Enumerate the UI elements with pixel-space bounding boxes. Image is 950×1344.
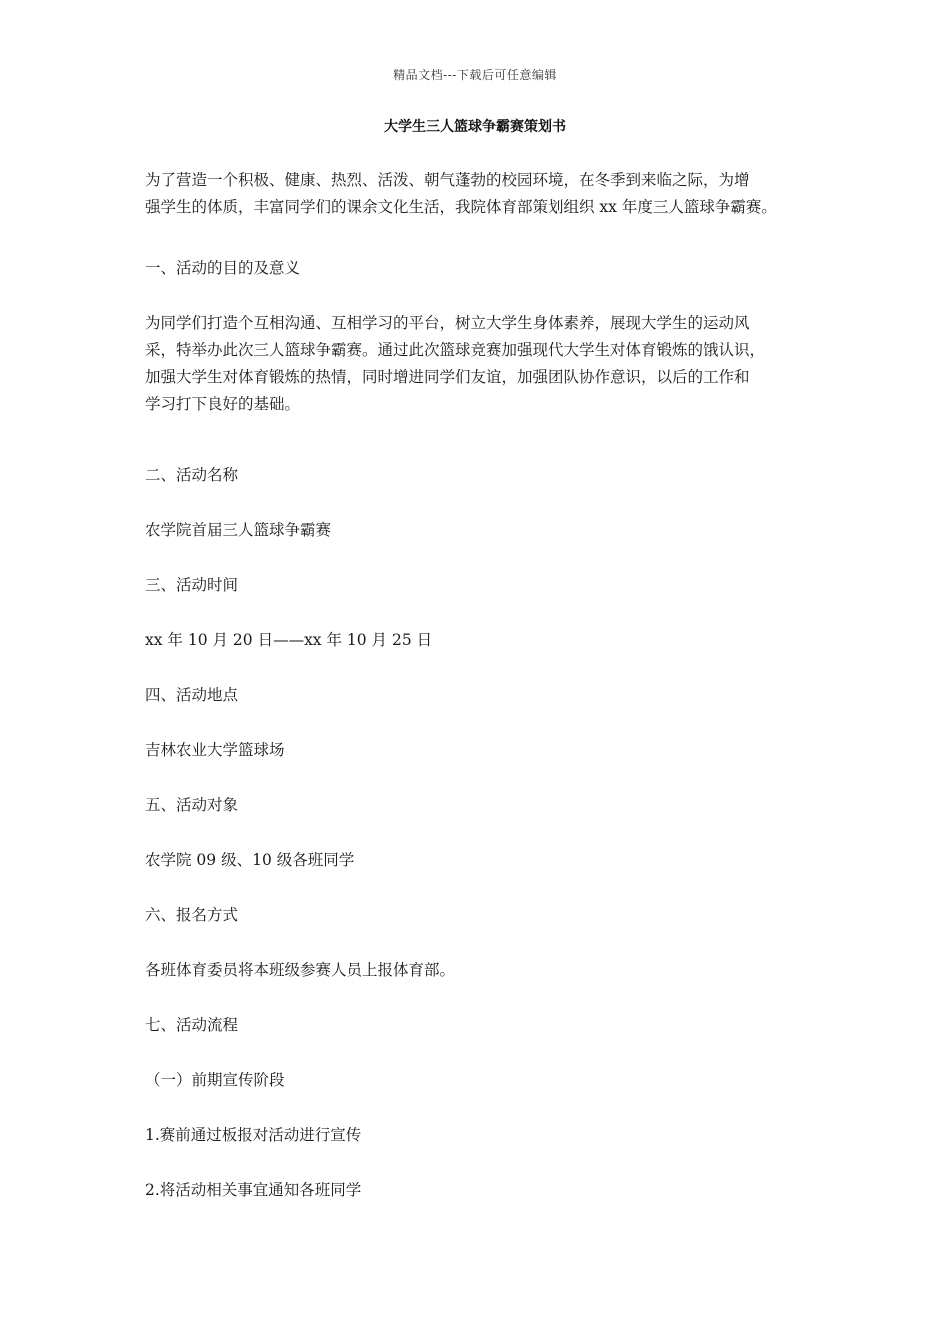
section-paragraph: xx 年 10 月 20 日——xx 年 10 月 25 日 <box>145 631 433 649</box>
intro-line: 为了营造一个积极、健康、热烈、活泼、朝气蓬勃的校园环境，在冬季到来临之际，为增 <box>145 171 750 189</box>
subsection-heading: （一）前期宣传阶段 <box>145 1071 285 1089</box>
section-heading: 六、报名方式 <box>145 906 239 924</box>
paragraph-line: 采，特举办此次三人篮球争霸赛。通过此次篮球竞赛加强现代大学生对体育锻炼的饿认识， <box>145 341 766 359</box>
paragraph-line: 加强大学生对体育锻炼的热情，同时增进同学们友谊，加强团队协作意识，以后的工作和 <box>145 368 750 386</box>
document-title: 大学生三人篮球争霸赛策划书 <box>384 119 566 135</box>
section-heading: 二、活动名称 <box>145 466 239 484</box>
list-item: 2.将活动相关事宜通知各班同学 <box>145 1181 362 1199</box>
section-heading: 一、活动的目的及意义 <box>145 259 301 277</box>
section-paragraph <box>145 310 825 418</box>
section-heading: 七、活动流程 <box>145 1016 239 1034</box>
intro-line: 强学生的体质，丰富同学们的课余文化生活，我院体育部策划组织 xx 年度三人篮球争霸赛。 <box>145 198 777 216</box>
section-paragraph: 吉林农业大学篮球场 <box>145 741 285 759</box>
paragraph-line: 为同学们打造个互相沟通、互相学习的平台，树立大学生身体素养，展现大学生的运动风 <box>145 314 750 332</box>
section-heading: 四、活动地点 <box>145 686 239 704</box>
section-paragraph: 农学院 09 级、10 级各班同学 <box>145 851 355 869</box>
paragraph-line: 学习打下良好的基础。 <box>145 395 301 413</box>
list-item: 1.赛前通过板报对活动进行宣传 <box>145 1126 362 1144</box>
section-heading: 三、活动时间 <box>145 576 239 594</box>
intro-paragraph <box>145 167 825 221</box>
section-paragraph: 农学院首届三人篮球争霸赛 <box>145 521 332 539</box>
section-heading: 五、活动对象 <box>145 796 239 814</box>
page-header: 精品文档---下载后可任意编辑 <box>393 68 557 82</box>
section-paragraph: 各班体育委员将本班级参赛人员上报体育部。 <box>145 961 456 979</box>
